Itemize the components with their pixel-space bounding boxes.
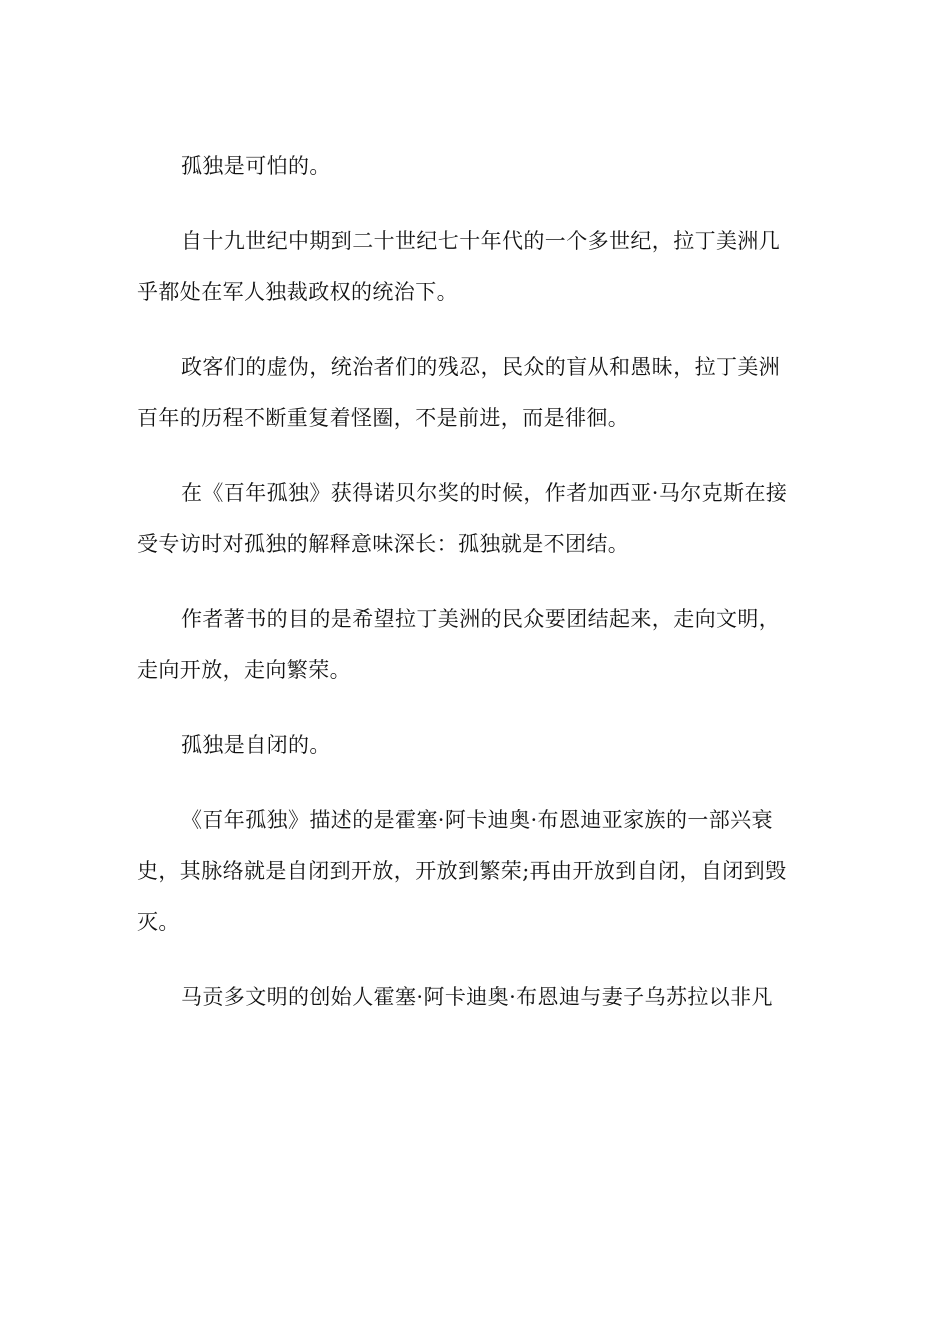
paragraph-line: 孤独是可怕的。 xyxy=(181,154,331,178)
paragraph-line: 走向开放，走向繁荣。 xyxy=(137,658,351,682)
paragraph-5 xyxy=(137,594,817,696)
paragraph-line: 政客们的虚伪，统治者们的残忍，民众的盲从和愚昧，拉丁美洲 xyxy=(181,355,781,379)
paragraph-line: 史，其脉络就是自闭到开放，开放到繁荣;再由开放到自闭，自闭到毁 xyxy=(137,859,787,883)
paragraph-7 xyxy=(137,795,817,948)
paragraph-8 xyxy=(137,972,817,1023)
paragraph-line: 在《百年孤独》获得诺贝尔奖的时候，作者加西亚·马尔克斯在接 xyxy=(181,481,788,505)
paragraph-line: 马贡多文明的创始人霍塞·阿卡迪奥·布恩迪与妻子乌苏拉以非凡 xyxy=(181,985,773,1009)
document-body xyxy=(137,141,817,1047)
paragraph-line: 作者著书的目的是希望拉丁美洲的民众要团结起来，走向文明， xyxy=(181,607,781,631)
paragraph-line: 灭。 xyxy=(137,910,180,934)
paragraph-line: 受专访时对孤独的解释意味深长：孤独就是不团结。 xyxy=(137,532,630,556)
paragraph-6 xyxy=(137,720,817,771)
paragraph-2 xyxy=(137,216,817,318)
paragraph-line: 乎都处在军人独裁政权的统治下。 xyxy=(137,280,458,304)
paragraph-line: 孤独是自闭的。 xyxy=(181,733,331,757)
paragraph-line: 百年的历程不断重复着怪圈，不是前进，而是徘徊。 xyxy=(137,406,630,430)
paragraph-line: 《百年孤独》描述的是霍塞·阿卡迪奥·布恩迪亚家族的一部兴衰 xyxy=(181,808,773,832)
paragraph-4 xyxy=(137,468,817,570)
paragraph-line: 自十九世纪中期到二十世纪七十年代的一个多世纪，拉丁美洲几 xyxy=(181,229,781,253)
paragraph-1 xyxy=(137,141,817,192)
paragraph-3 xyxy=(137,342,817,444)
